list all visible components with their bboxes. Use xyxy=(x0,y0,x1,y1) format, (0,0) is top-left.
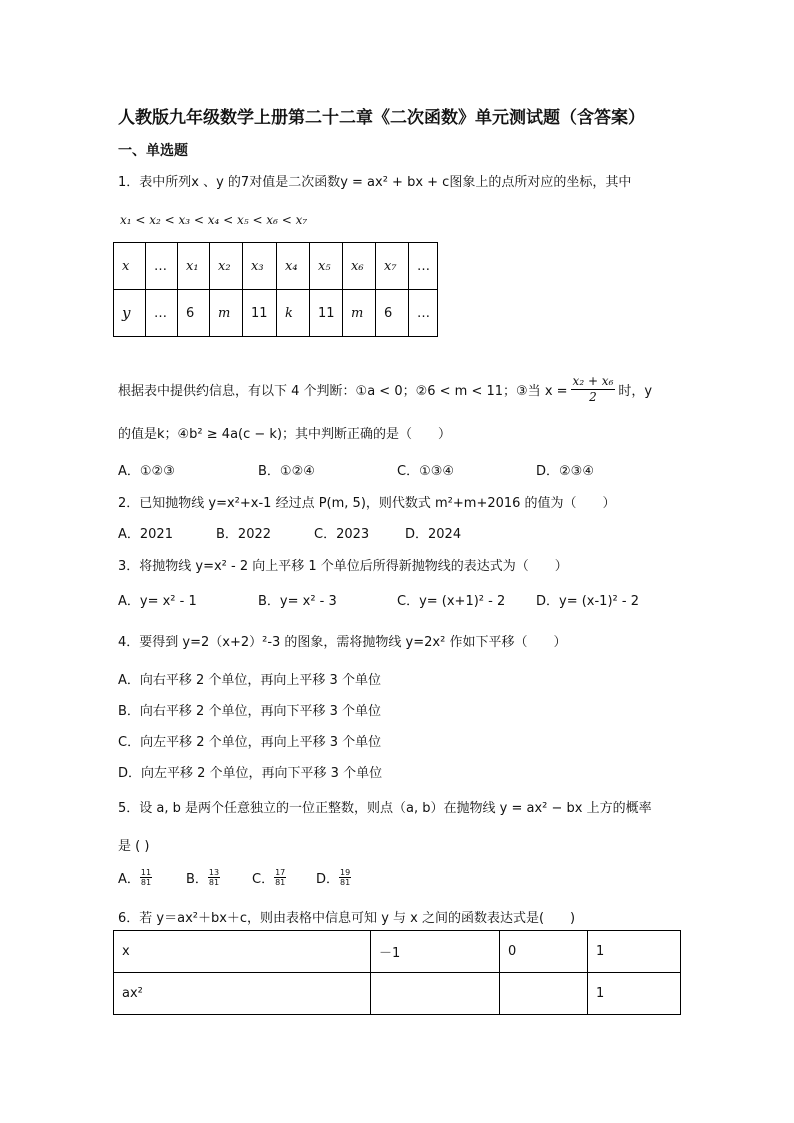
option-label: A． xyxy=(118,872,140,887)
option-fraction xyxy=(339,868,351,887)
table-cell: 11 xyxy=(243,290,277,337)
q1-option-c: C．①③④ xyxy=(397,464,455,479)
q1-info-text-b: 时，y xyxy=(618,384,653,399)
q1-order: x₁ < x₂ < x₃ < x₄ < x₅ < x₆ < x₇ xyxy=(120,213,308,227)
table-cell: x₅ xyxy=(310,243,343,290)
q1-stem: 1．表中所列x 、y 的7对值是二次函数y = ax² + bx + c图象上的点所对应的坐标，其中 xyxy=(118,175,632,190)
q6-stem: 6．若 y＝ax²＋bx＋c，则由表格中信息可知 y 与 x 之间的函数表达式是( ) xyxy=(118,911,576,926)
table-cell: x₄ xyxy=(277,243,310,290)
q3-option-b: B．y= x² - 3 xyxy=(258,594,337,609)
q3-option-c: C．y= (x+1)² - 2 xyxy=(397,594,506,609)
q4-option-a: A．向右平移 2 个单位，再向上平移 3 个单位 xyxy=(118,673,381,688)
document-title: 人教版九年级数学上册第二十二章《二次函数》单元测试题（含答案） xyxy=(118,108,645,128)
table-cell: 1 xyxy=(588,973,681,1015)
table-cell: x₇ xyxy=(376,243,409,290)
q5-stem-continued: 是 ( ) xyxy=(118,839,150,854)
q1-info-continued: 的值是k；④b² ≥ 4a(c − k)；其中判断正确的是（ ） xyxy=(118,427,452,442)
q6-table xyxy=(113,930,681,1015)
table-cell: x xyxy=(114,931,371,973)
option-fraction xyxy=(274,868,286,887)
table-cell: －1 xyxy=(371,931,500,973)
table-cell: x₁ xyxy=(178,243,210,290)
option-label: D． xyxy=(316,872,340,887)
table-cell: 6 xyxy=(376,290,409,337)
q1-fraction xyxy=(571,374,616,405)
fraction-numerator: 17 xyxy=(275,868,286,877)
option-label: C． xyxy=(252,872,275,887)
table-cell: 0 xyxy=(500,931,588,973)
q1-option-a: A．①②③ xyxy=(118,464,175,479)
option-fraction xyxy=(208,868,220,887)
q5-option-d xyxy=(316,868,351,887)
q2-option-c: C．2023 xyxy=(314,527,370,542)
table-cell: m xyxy=(343,290,376,337)
table-cell: … xyxy=(409,290,438,337)
fraction-numerator: 13 xyxy=(208,868,220,877)
q2-stem: 2．已知抛物线 y=x²+x-1 经过点 P(m, 5)，则代数式 m²+m+2016 的值为（ ） xyxy=(118,496,616,511)
section-heading: 一、单选题 xyxy=(118,143,188,159)
q5-option-c xyxy=(252,868,286,887)
q2-option-a: A．2021 xyxy=(118,527,173,542)
q1-option-d: D．②③④ xyxy=(536,464,594,479)
table-cell xyxy=(371,973,500,1015)
q1-info-text-a: 根据表中提供约信息，有以下 4 个判断：①a < 0；②6 < m < 11；③当 x = xyxy=(118,384,568,399)
table-cell: x₃ xyxy=(243,243,277,290)
fraction-numerator: 19 xyxy=(340,868,351,877)
table-cell: m xyxy=(210,290,243,337)
q1-info xyxy=(118,374,652,405)
table-cell: … xyxy=(146,290,178,337)
table-cell: … xyxy=(409,243,438,290)
table-cell: 1 xyxy=(588,931,681,973)
table-row xyxy=(114,243,438,290)
table-row xyxy=(114,290,438,337)
table-cell: k xyxy=(277,290,310,337)
fraction-denominator: 81 xyxy=(208,878,220,887)
fraction-numerator: 11 xyxy=(140,868,152,877)
q3-option-d: D．y= (x-1)² - 2 xyxy=(536,594,639,609)
option-label: B． xyxy=(186,872,208,887)
q5-option-b xyxy=(186,868,220,887)
q2-option-b: B．2022 xyxy=(216,527,272,542)
fraction-denominator: 2 xyxy=(589,390,597,404)
fraction-denominator: 81 xyxy=(340,878,351,887)
fraction-denominator: 81 xyxy=(140,878,152,887)
q4-option-b: B．向右平移 2 个单位，再向下平移 3 个单位 xyxy=(118,704,381,719)
table-cell: x xyxy=(114,243,146,290)
table-cell: y xyxy=(114,290,146,337)
q1-option-b: B．①②④ xyxy=(258,464,315,479)
table-cell: x₆ xyxy=(343,243,376,290)
fraction-numerator: x₂ + x₆ xyxy=(572,374,614,388)
q5-option-a xyxy=(118,868,152,887)
table-cell: 11 xyxy=(310,290,343,337)
table-cell: x₂ xyxy=(210,243,243,290)
q3-option-a: A．y= x² - 1 xyxy=(118,594,197,609)
table-cell xyxy=(500,973,588,1015)
q5-stem: 5．设 a, b 是两个任意独立的一位正整数，则点（a, b）在抛物线 y = ax² − bx 上方的概率 xyxy=(118,801,652,816)
option-fraction xyxy=(140,868,152,887)
q4-stem: 4．要得到 y=2（x+2）²-3 的图象，需将抛物线 y=2x² 作如下平移（ ） xyxy=(118,635,567,650)
table-cell: 6 xyxy=(178,290,210,337)
q4-option-c: C．向左平移 2 个单位，再向上平移 3 个单位 xyxy=(118,735,382,750)
table-row xyxy=(114,973,681,1015)
q1-table xyxy=(113,242,438,337)
q3-stem: 3．将抛物线 y=x² - 2 向上平移 1 个单位后所得新抛物线的表达式为（ ） xyxy=(118,559,568,574)
table-cell: ax² xyxy=(114,973,371,1015)
table-cell: … xyxy=(146,243,178,290)
q2-option-d: D．2024 xyxy=(405,527,462,542)
fraction-denominator: 81 xyxy=(275,878,286,887)
table-row xyxy=(114,931,681,973)
q4-option-d: D．向左平移 2 个单位，再向下平移 3 个单位 xyxy=(118,766,383,781)
